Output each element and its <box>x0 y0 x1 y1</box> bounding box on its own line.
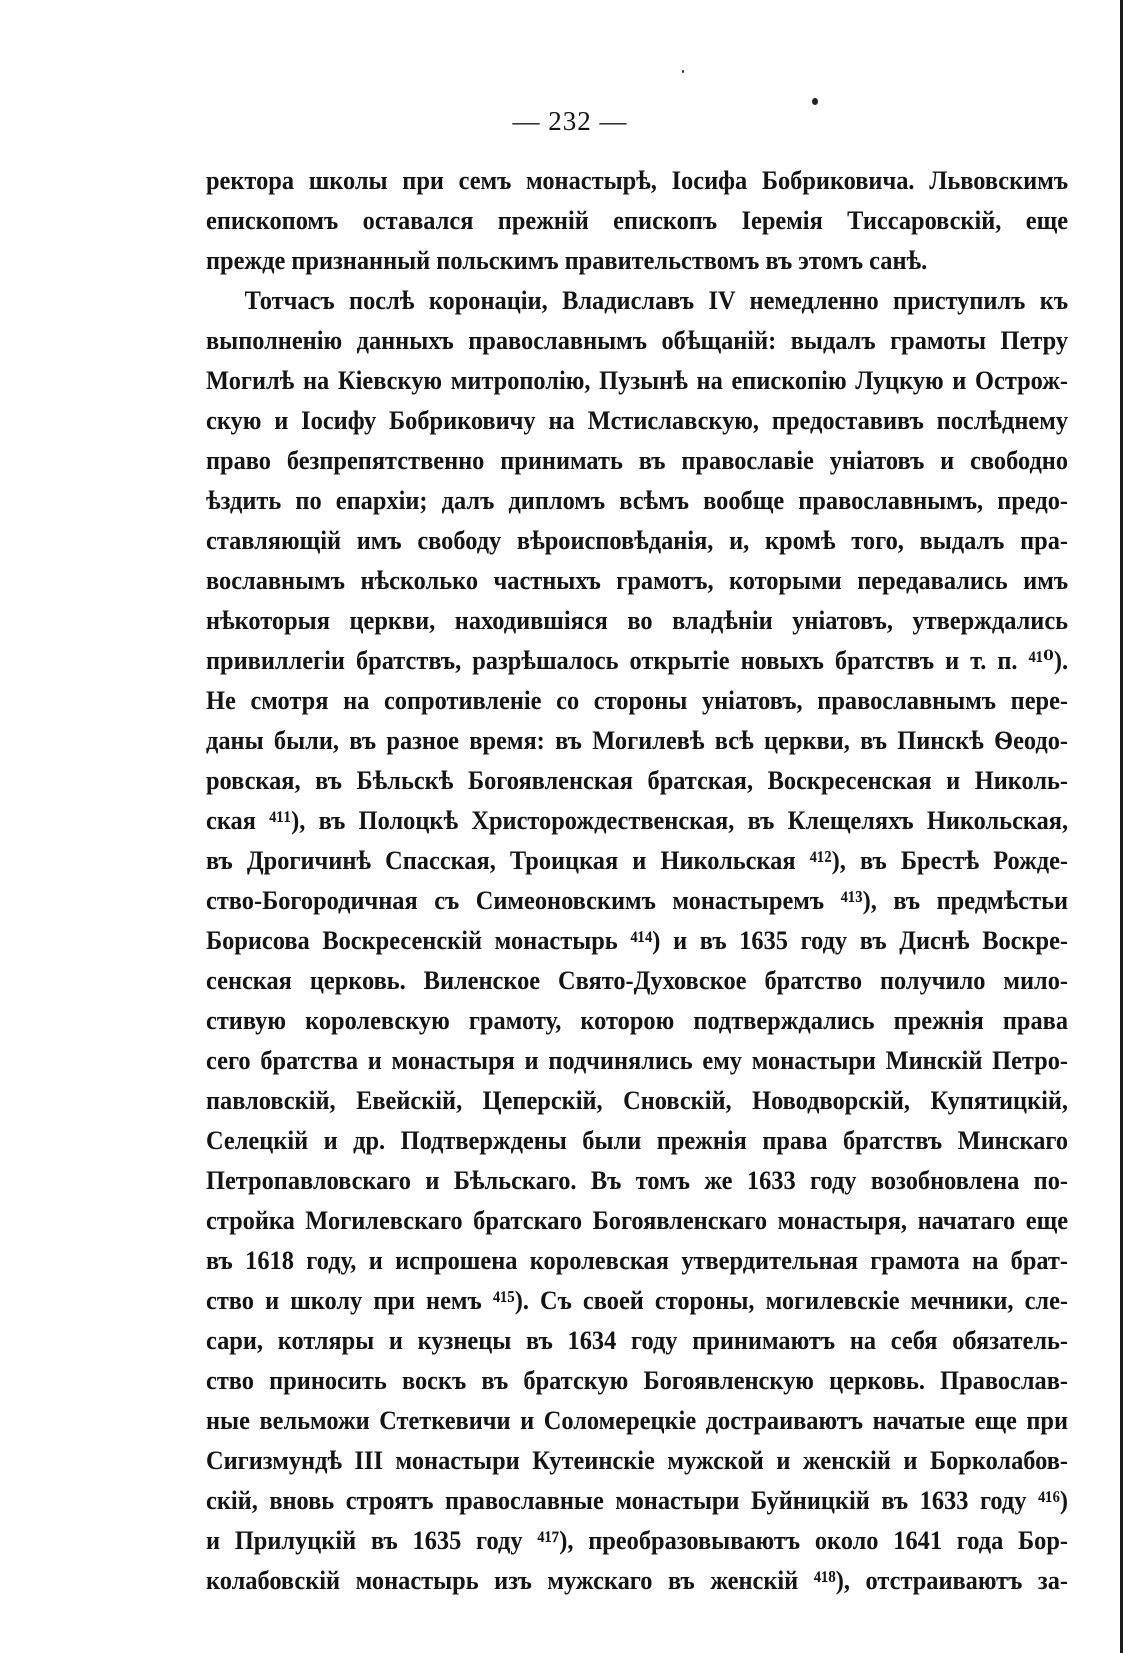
text-line: сари, котляры и кузнецы въ 1634 году принимаютъ на себя обязатель- <box>206 1325 1069 1355</box>
text-line: даны были, въ разное время: въ Могилевѣ всѣ церкви, въ Пинскѣ Ѳеодо- <box>206 725 1069 755</box>
text-line: право безпрепятственно принимать въ православіе уніатовъ и свободно <box>206 445 1069 475</box>
text-line: прежде признанный польскимъ правительствомъ въ этомъ санѣ. <box>206 245 928 275</box>
text-line: ѣздить по епархіи; далъ дипломъ всѣмъ вообще православнымъ, предо- <box>206 485 1069 515</box>
text-line: вославнымъ нѣсколько частныхъ грамотъ, которыми передавались имъ <box>206 565 1069 595</box>
body-text <box>206 160 1068 1600</box>
text-line: ство приносить воскъ въ братскую Богоявленскую церковь. Православ- <box>206 1365 1069 1395</box>
text-line: ные вельможи Стеткевичи и Соломерецкіе достраиваютъ начатые еще при <box>206 1405 1069 1435</box>
text-line: Петропавловскаго и Бѣльскаго. Въ томъ же 1633 году возобновлена по- <box>206 1165 1069 1195</box>
text-line: епископомъ оставался прежній епископъ Іеремія Тиссаровскій, еще <box>206 205 1069 235</box>
text-line: ская ⁴¹¹), въ Полоцкѣ Христорождественская, въ Клещеляхъ Никольская, <box>206 805 1069 835</box>
text-line: ставляющій имъ свободу вѣроисповѣданія, и, кромѣ того, выдалъ пра- <box>206 525 1069 555</box>
text-line: въ Дрогичинѣ Спасская, Троицкая и Никольская ⁴¹²), въ Брестѣ Рожде- <box>206 845 1069 875</box>
text-line: стивую королевскую грамоту, которою подтверждались прежнія права <box>206 1005 1069 1035</box>
text-line: скую и Іосифу Бобриковичу на Мстиславскую, предоставивъ послѣднему <box>206 405 1069 435</box>
text-line: Могилѣ на Кіевскую митрополію, Пузынѣ на епископію Луцкую и Острож- <box>206 365 1069 395</box>
text-line: колабовскій монастырь изъ мужскаго въ женскій ⁴¹⁸), отстраиваютъ за- <box>206 1565 1069 1595</box>
text-line: ректора школы при семъ монастырѣ, Іосифа Бобриковича. Львовскимъ <box>206 165 1069 195</box>
ink-speck <box>682 70 684 73</box>
text-line: павловскій, Евейскій, Цеперскій, Сновскій, Новодворскій, Купятицкій, <box>206 1085 1069 1115</box>
text-line: привиллегіи братствъ, разрѣшалось открытіе новыхъ братствъ и т. п. ⁴¹⁰). <box>206 645 1069 675</box>
text-line: ство и школу при немъ ⁴¹⁵). Съ своей стороны, могилевскіе мечники, сле- <box>206 1285 1069 1315</box>
text-line: Борисова Воскресенскій монастырь ⁴¹⁴) и въ 1635 году въ Диснѣ Воскре- <box>206 925 1069 955</box>
text-line: Тотчасъ послѣ коронаціи, Владиславъ IV немедленно приступилъ къ <box>244 285 1069 315</box>
text-line: скій, вновь строятъ православные монастыри Буйницкій въ 1633 году ⁴¹⁶) <box>206 1485 1069 1515</box>
text-line: ровская, въ Бѣльскѣ Богоявленская братская, Воскресенская и Николь- <box>206 765 1069 795</box>
ink-speck <box>812 98 818 105</box>
text-line: и Прилуцкій въ 1635 году ⁴¹⁷), преобразовываютъ около 1641 года Бор- <box>206 1525 1069 1555</box>
text-line: нѣкоторыя церкви, находившіяся во владѣніи уніатовъ, утверждались <box>206 605 1069 635</box>
text-line: въ 1618 году, и испрошена королевская утвердительная грамота на брат- <box>206 1245 1069 1275</box>
text-line: сенская церковь. Виленское Свято-Духовское братство получило мило- <box>206 965 1069 995</box>
text-line: стройка Могилевскаго братскаго Богоявленскаго монастыря, начатаго еще <box>206 1205 1069 1235</box>
text-line: сего братства и монастыря и подчинялись ему монастыри Минскій Петро- <box>206 1045 1069 1075</box>
text-line: Сигизмундѣ III монастыри Кутеинскіе мужской и женскій и Борколабов- <box>206 1445 1069 1475</box>
text-line: Не смотря на сопротивленіе со стороны уніатовъ, православнымъ пере- <box>206 685 1069 715</box>
page-edge <box>1120 0 1123 1653</box>
text-line: ство-Богородичная съ Симеоновскимъ монастыремъ ⁴¹³), въ предмѣстьи <box>206 885 1069 915</box>
text-line: выполненію данныхъ православнымъ обѣщаній: выдалъ грамоты Петру <box>206 325 1069 355</box>
text-line: Селецкій и др. Подтверждены были прежнія права братствъ Минскаго <box>206 1125 1069 1155</box>
page-number: — 232 — <box>512 106 628 136</box>
